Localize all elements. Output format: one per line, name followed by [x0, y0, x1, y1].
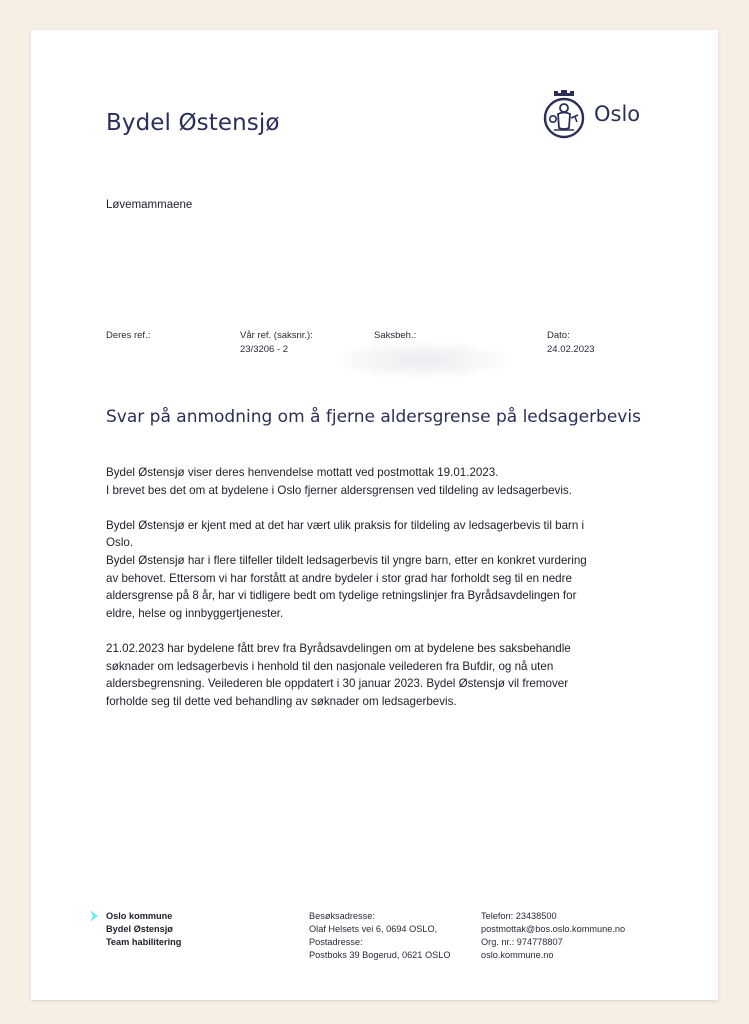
footer-line: Besøksadresse:: [309, 911, 375, 921]
saksbeh-label: Saksbeh.:: [374, 330, 417, 341]
body-line: Bydel Østensjø har i flere tilfeller tildelt ledsagerbevis til yngre barn, etter en konkret vurdering: [106, 553, 587, 567]
deres-ref-label: Deres ref.:: [106, 330, 151, 341]
footer-line: Team habilitering: [106, 937, 182, 947]
redacted-area: [337, 342, 507, 378]
body-line: Bydel Østensjø er kjent med at det har vært ulik praksis for tildeling av ledsagerbevis til barn i: [106, 518, 585, 532]
footer-contact: [481, 910, 625, 962]
body-line: søknader om ledsagerbevis i henhold til den nasjonale veilederen fra Bufdir, og nå uten: [106, 659, 554, 673]
footer-email-link[interactable]: postmottak@bos.oslo.kommune.no: [481, 924, 626, 934]
recipient-name: Løvemammaene: [106, 199, 193, 211]
footer-line: Bydel Østensjø: [106, 924, 173, 934]
deres-ref: [106, 329, 150, 343]
footer-org-nr: Org. nr.: 974778807: [481, 937, 563, 947]
paragraph-1: [106, 464, 646, 499]
oslo-logo: [542, 88, 640, 140]
body-line: av behovet. Ettersom vi har forstått at andre bydeler i stor grad har forholdt seg til en nedre: [106, 571, 572, 585]
paragraph-3: [106, 640, 646, 710]
oslo-accent-chevron-icon: [88, 909, 102, 923]
date-value: 24.02.2023: [547, 344, 595, 355]
footer-website-link[interactable]: oslo.kommune.no: [481, 950, 554, 960]
footer-line: Postadresse:: [309, 937, 363, 947]
date: [547, 329, 595, 357]
footer-line: Postboks 39 Bogerud, 0621 OSLO: [309, 950, 451, 960]
body-line: aldersgrense på 8 år, har vi tidligere bedt om tydelige retningslinjer fra Byrådsavdelingen for: [106, 589, 577, 603]
date-label: Dato:: [547, 330, 570, 341]
footer-line: Olaf Helsets vei 6, 0694 OSLO,: [309, 924, 438, 934]
letter-page: [31, 30, 718, 1000]
body-line: aldersbegrensning. Veilederen ble oppdatert i 30 januar 2023. Bydel Østensjø vil fremover: [106, 677, 569, 691]
logo-text: Oslo: [594, 102, 641, 126]
paragraph-2: [106, 517, 646, 623]
footer-line: Oslo kommune: [106, 911, 173, 921]
saksbehandler: [374, 329, 416, 343]
var-ref-value: 23/3206 - 2: [240, 344, 289, 355]
body-line: eldre, helse og innbyggertjenester.: [106, 606, 284, 620]
footer-phone: Telefon: 23438500: [481, 911, 557, 921]
body-line: forholde seg til dette ved behandling av søknader om ledsagerbevis.: [106, 694, 457, 708]
footer-organization: [106, 910, 181, 949]
footer-address: [309, 910, 450, 962]
letter-subject: Svar på anmodning om å fjerne aldersgrense på ledsagerbevis: [106, 407, 641, 427]
body-line: 21.02.2023 har bydelene fått brev fra Byrådsavdelingen om at bydelene bes saksbehandle: [106, 641, 571, 655]
org-title: Bydel Østensjø: [106, 110, 280, 136]
body-line: Bydel Østensjø viser deres henvendelse mottatt ved postmottak 19.01.2023.: [106, 466, 499, 479]
var-ref: [240, 329, 313, 357]
var-ref-label: Vår ref. (saksnr.):: [240, 330, 313, 341]
body-line: Oslo.: [106, 536, 134, 550]
body-line: I brevet bes det om at bydelene i Oslo fjerner aldersgrensen ved tildeling av ledsagerbevis.: [106, 483, 572, 497]
letter-body: [106, 464, 646, 710]
oslo-city-seal-icon: [542, 88, 586, 140]
